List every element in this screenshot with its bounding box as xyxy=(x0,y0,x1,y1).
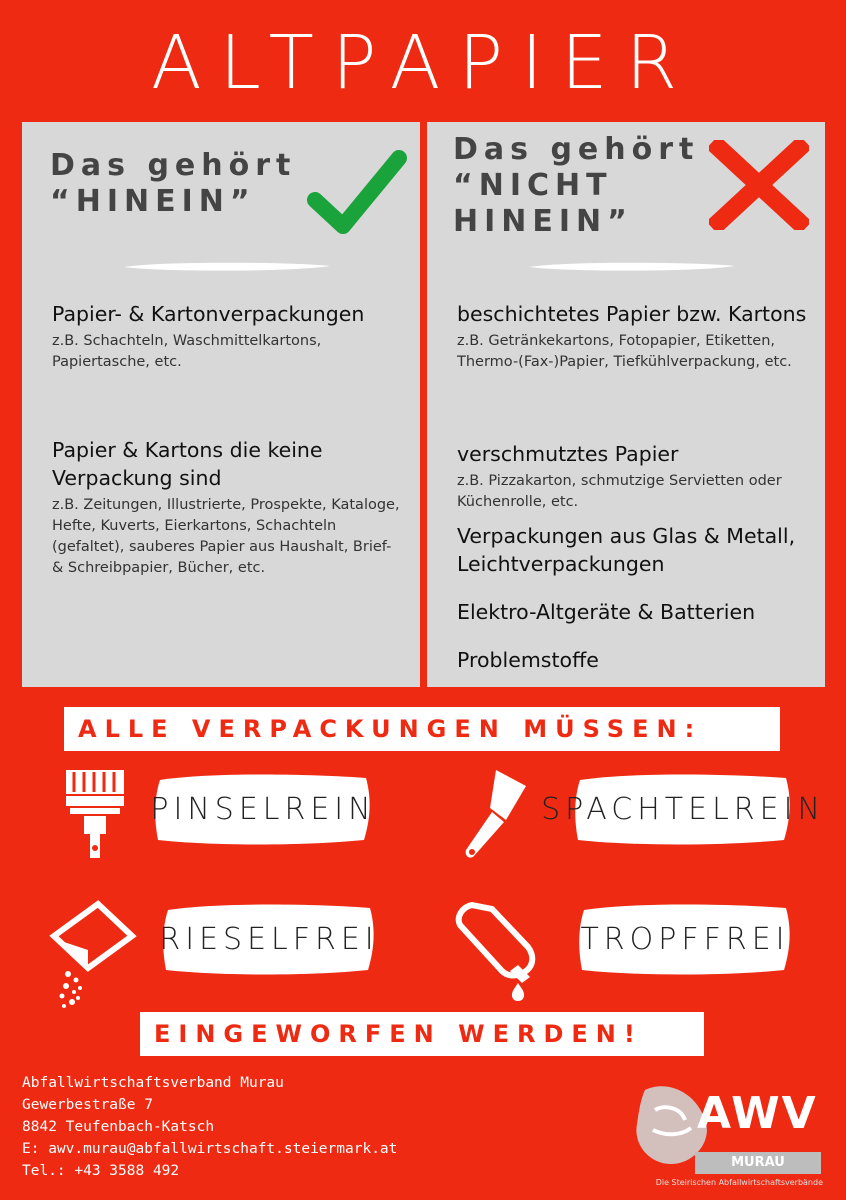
organization-name: Abfallwirtschaftsverband Murau xyxy=(22,1075,284,1091)
logo-sub-text: MURAU xyxy=(695,1152,821,1174)
accepted-heading-line2: “HINEIN” xyxy=(50,184,256,219)
rejected-item-title: Elektro-Altgeräte & Batterien xyxy=(457,600,756,624)
brush-stroke-divider xyxy=(122,258,332,274)
page-title: ALTPAPIER xyxy=(151,20,695,106)
rejected-item xyxy=(457,300,807,373)
rejected-heading-line2: “NICHT xyxy=(453,168,613,203)
logo-main-text: AWV xyxy=(697,1088,818,1139)
accepted-item xyxy=(52,436,402,579)
accepted-item-title: Papier- & Kartonverpackungen xyxy=(52,302,365,326)
rejected-item-description: z.B. Getränkekartons, Fotopapier, Etiketten, Thermo-(Fax-)Papier, Tiefkühlverpackung, etc. xyxy=(457,333,792,370)
bottle-icon xyxy=(452,895,542,1005)
street-address: Gewerbestraße 7 xyxy=(22,1097,153,1113)
rejected-item-title: verschmutztes Papier xyxy=(457,442,679,466)
rejected-panel xyxy=(427,122,825,687)
accepted-item xyxy=(52,300,402,373)
cross-icon xyxy=(709,140,809,230)
accepted-heading-line1: Das gehört xyxy=(50,148,297,183)
requirement-label: SPACHTELREIN xyxy=(541,791,825,827)
accepted-item-title: Papier & Kartons die keine Verpackung sind xyxy=(52,438,323,490)
email-address: E: awv.murau@abfallwirtschaft.steiermark.at xyxy=(22,1141,398,1157)
city-address: 8842 Teufenbach-Katsch xyxy=(22,1119,215,1135)
requirements-banner: ALLE VERPACKUNGEN MÜSSEN: xyxy=(64,707,780,751)
pouring-box-icon xyxy=(48,900,138,1010)
requirement-label: RIESELFREI xyxy=(159,921,379,957)
checkmark-icon xyxy=(307,148,407,238)
phone-number: Tel.: +43 3588 492 xyxy=(22,1163,180,1179)
rejected-item-title: Problemstoffe xyxy=(457,648,599,672)
rejected-item xyxy=(457,522,807,578)
accepted-panel xyxy=(22,122,420,687)
contact-info xyxy=(22,1072,397,1182)
disposal-banner: EINGEWORFEN WERDEN! xyxy=(140,1012,704,1056)
requirement-label: PINSELREIN xyxy=(150,791,376,827)
rejected-item xyxy=(457,598,827,626)
requirement-rieselfrei xyxy=(160,900,378,978)
spatula-icon xyxy=(460,768,530,863)
rejected-item xyxy=(457,646,807,674)
requirement-pinselrein xyxy=(152,770,374,848)
rejected-item-title: Verpackungen aus Glas & Metall, Leichtverpackungen xyxy=(457,524,796,576)
rejected-heading-line1: Das gehört xyxy=(453,132,700,167)
accepted-item-description: z.B. Zeitungen, Illustrierte, Prospekte, Kataloge, Hefte, Kuverts, Eierkartons, Schachteln (gefaltet), sauberes Papier aus Haushalt, Brief- & Schreibpapier, Bücher, etc. xyxy=(52,497,400,576)
awv-logo xyxy=(625,1072,825,1192)
logo-tagline: Die Steirischen Abfallwirtschaftsverbände xyxy=(655,1178,823,1187)
requirement-label: TROPFFREI xyxy=(580,921,790,957)
rejected-item-title: beschichtetes Papier bzw. Kartons xyxy=(457,302,807,326)
paint-brush-icon xyxy=(60,768,130,863)
rejected-heading-line3: HINEIN” xyxy=(453,204,633,239)
rejected-item xyxy=(457,440,807,513)
rejected-item-description: z.B. Pizzakarton, schmutzige Servietten oder Küchenrolle, etc. xyxy=(457,473,782,510)
brush-stroke-divider xyxy=(527,258,737,274)
requirement-tropffrei xyxy=(576,900,794,978)
requirement-spachtelrein xyxy=(541,770,825,848)
accepted-item-description: z.B. Schachteln, Waschmittelkartons, Papiertasche, etc. xyxy=(52,333,322,370)
rejected-heading xyxy=(453,132,699,240)
accepted-heading xyxy=(50,148,296,220)
